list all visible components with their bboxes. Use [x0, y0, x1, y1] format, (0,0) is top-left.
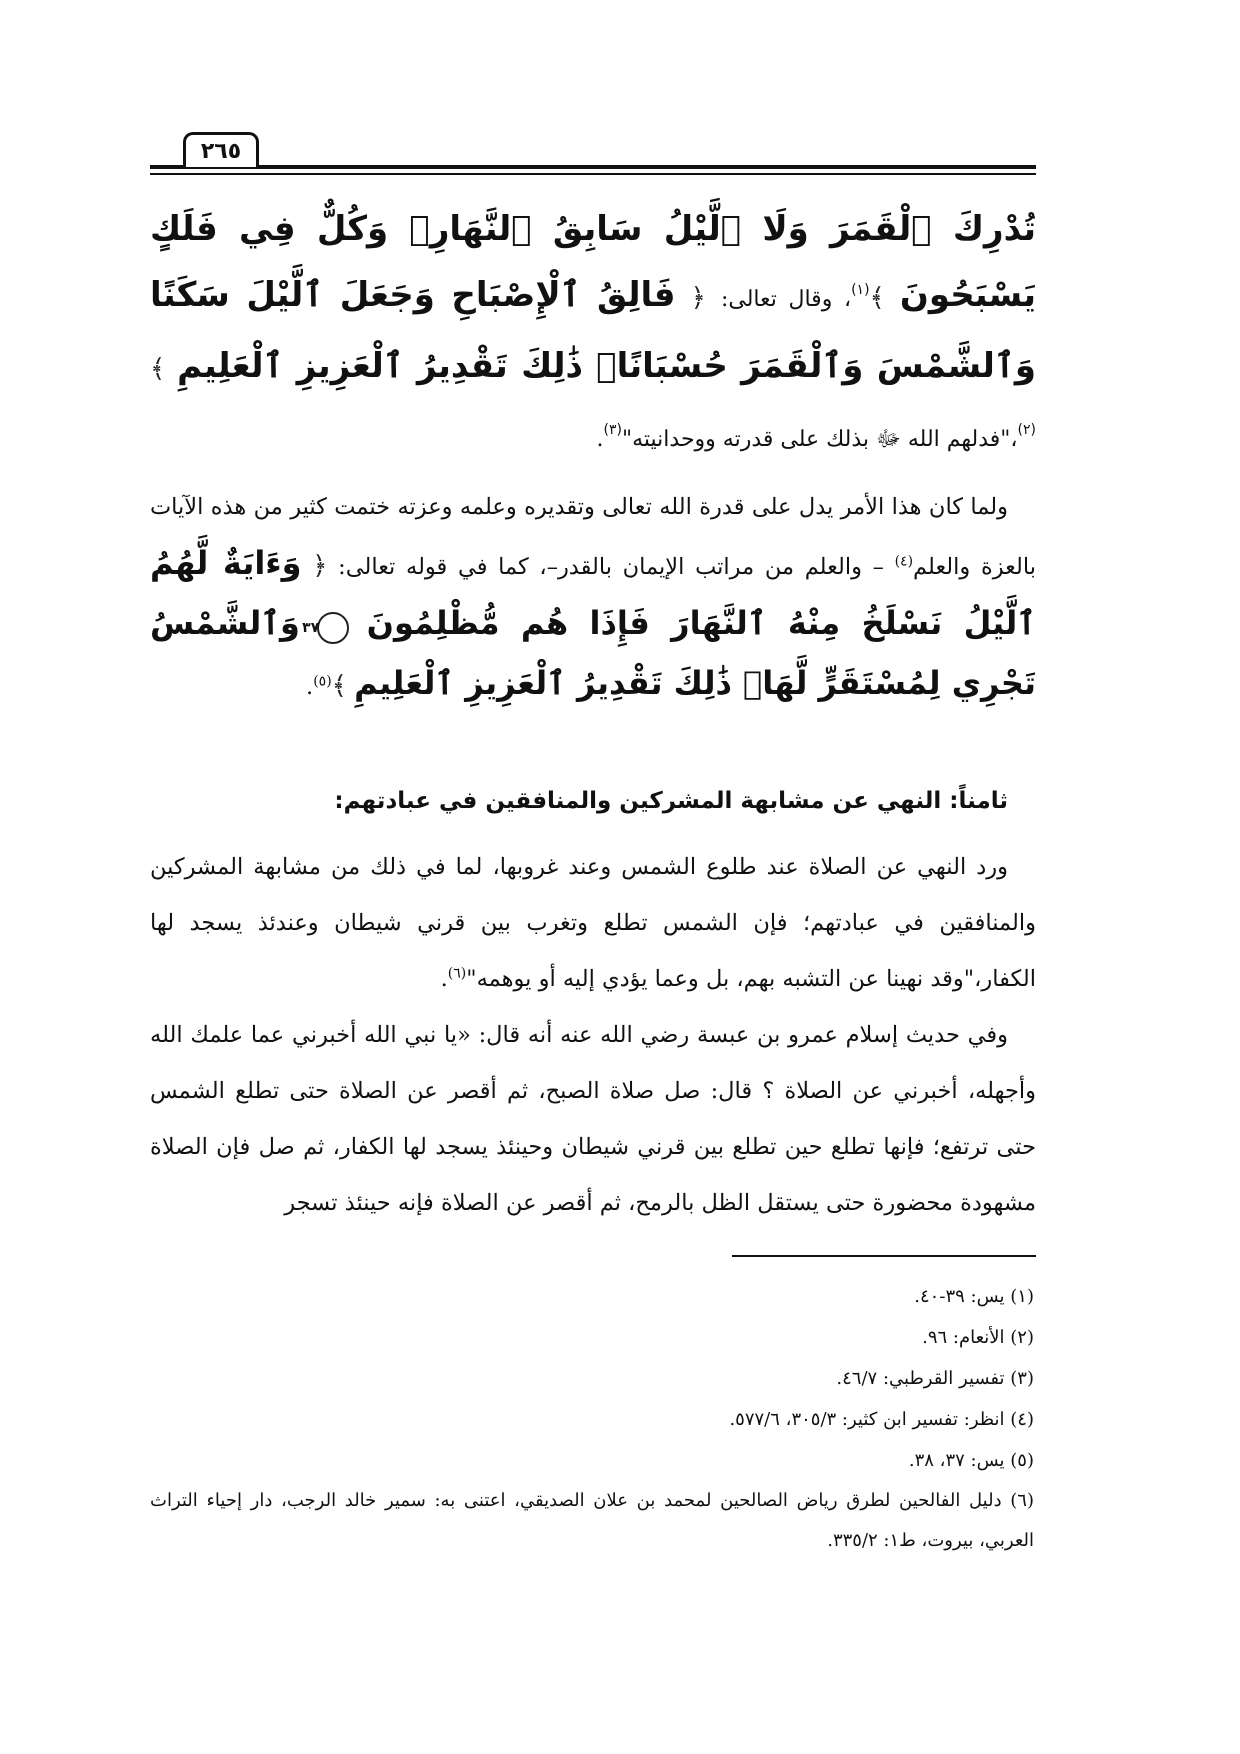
paragraph-text: ولما كان هذا الأمر يدل على قدرة الله تعالى وتقديره وعلمه وعزته ختمت كثير من هذه الآيات بالعزة والعلم: [150, 494, 1036, 580]
connector-text: ، وقال تعالى:: [720, 287, 852, 312]
footnote-5: (٥) يس: ٣٧، ٣٨.: [908, 1450, 1034, 1471]
footnote-separator: [732, 1255, 1036, 1257]
footnote-ref-2: (٢): [1017, 422, 1036, 438]
section-heading: ثامناً: النهي عن مشابهة المشركين والمنافقين في عبادتهم:: [334, 788, 1008, 814]
verse-yasin-37: وَءَايَةٌ لَّهُمُ ٱلَّيْلُ نَسْلَخُ مِنْهُ ٱلنَّهَارَ فَإِذَا هُم مُّظْلِمُونَ: [150, 544, 1036, 642]
paragraph-text: – والعلم من مراتب الإيمان بالقدر–، كما في قوله تعالى:: [338, 554, 895, 580]
footnote-ref-4: (٤): [894, 553, 914, 570]
verse-close-ornament: ﴾: [869, 283, 885, 313]
verse-yasin-38: وَٱلشَّمْسُ تَجْرِي لِمُسْتَقَرٍّ لَّهَاۚ ذَٰلِكَ تَقْدِيرُ ٱلْعَزِيزِ ٱلْعَلِيمِ: [150, 604, 1036, 702]
footnotes: [150, 1276, 1036, 1561]
header-rule-thick: [150, 165, 1036, 169]
sentence-end: .: [596, 427, 604, 452]
verse-close-ornament: ﴾: [150, 354, 166, 384]
main-content: [150, 196, 1036, 1231]
footnote-6: (٦) دليل الفالحين لطرق رياض الصالحين لمحمد بن علان الصديقي، اعتنى به: سمير خالد الرجب، دار إحياء التراث العربي، بيروت، ط١: ٣٣٥/٢.: [150, 1490, 1034, 1551]
footnote-3: (٣) تفسير القرطبي: ٤٦/٧.: [836, 1368, 1034, 1389]
sentence-end: .: [306, 674, 314, 700]
paragraph-intro: [150, 479, 1036, 715]
verse-open-ornament: ﴿: [312, 551, 328, 581]
quran-passage-1: [150, 196, 1036, 473]
paragraph-prohibition: [150, 839, 1036, 1007]
verse-yasin-40: تُدْرِكَ ٱلْقَمَرَ وَلَا ٱلَّيْلُ سَابِقُ ٱلنَّهَارِۚ وَكُلٌّ فِي فَلَكٍ يَسْبَحُونَ: [150, 209, 1036, 315]
footnote-ref-1: (١): [851, 282, 870, 298]
page-number: ٢٦٥: [183, 132, 259, 167]
quote-text: ،"فدلهم الله ﷻ بذلك على قدرته ووحدانيته": [621, 427, 1018, 452]
header-rule-thin: [150, 173, 1036, 175]
footnote-ref-5: (٥): [313, 673, 332, 690]
footnote-ref-6: (٦): [447, 965, 467, 982]
verse-anam-96: فَالِقُ ٱلْإِصْبَاحِ وَجَعَلَ ٱلَّيْلَ سَكَنًا وَٱلشَّمْسَ وَٱلْقَمَرَ حُسْبَانًاۚ ذَٰلِكَ تَقْدِيرُ ٱلْعَزِيزِ ٱلْعَلِيمِ: [150, 275, 1036, 386]
paragraph-hadith: وفي حديث إسلام عمرو بن عبسة رضي الله عنه أنه قال: «يا نبي الله أخبرني عما علمك الله وأجهله، أخبرني عن الصلاة ؟ قال: صل صلاة الصبح، ثم أقصر عن الصلاة حتى تطلع الشمس حتى ترتفع؛ فإنها تطلع حين تطلع بين قرني شيطان وحينئذ يسجد لها الكفار، ثم صل فإن الصلاة مشهودة محضورة حتى يستقل الظل بالرمح، ثم أقصر عن الصلاة فإنه حينئذ تسجر: [150, 1022, 1036, 1216]
footnote-1: (١) يس: ٣٩-٤٠.: [914, 1286, 1034, 1307]
footnote-4: (٤) انظر: تفسير ابن كثير: ٣٠٥/٣، ٥٧٧/٦.: [729, 1409, 1034, 1430]
verse-close-ornament: ﴾: [331, 671, 347, 701]
footnote-ref-3: (٣): [603, 422, 622, 438]
paragraph-text: ورد النهي عن الصلاة عند طلوع الشمس وعند غروبها، لما في ذلك من مشابهة المشركين والمنافقين في عبادتهم؛ فإن الشمس تطلع وتغرب بين قرني شيطان وعندئذ يسجد لها الكفار،"وقد نهينا عن التشبه بهم، بل وعما يؤدي إليه أو يوهمه": [150, 854, 1036, 992]
ayah-number-marker: ٣٧: [317, 612, 349, 644]
page-header: [150, 128, 1036, 178]
sentence-end: .: [440, 966, 448, 992]
verse-open-ornament: ﴿: [690, 283, 706, 313]
footnote-2: (٢) الأنعام: ٩٦.: [922, 1327, 1034, 1348]
body-paragraphs: [150, 839, 1036, 1231]
